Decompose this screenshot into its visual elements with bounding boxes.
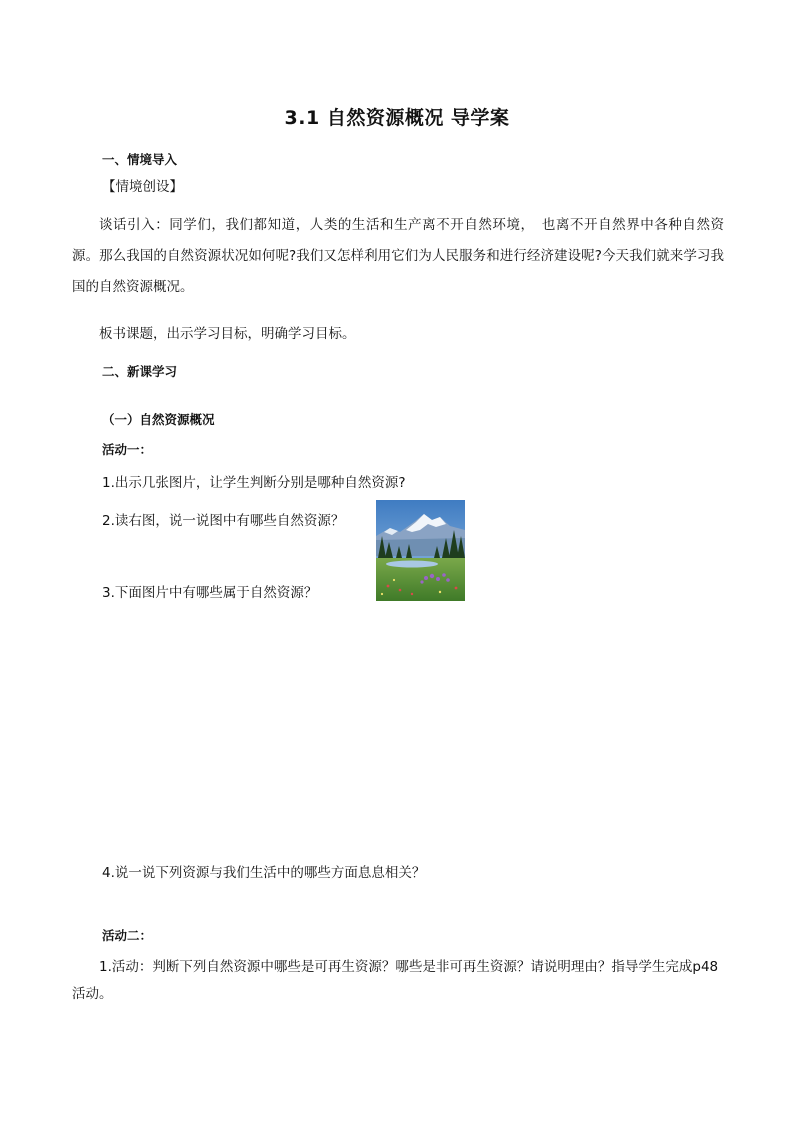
activity-two-paragraph: 1.活动：判断下列自然资源中哪些是可再生资源？哪些是非可再生资源？请说明理由？指导学生完成p48 活动。 [72, 959, 719, 1002]
page-title: 3.1 自然资源概况 导学案 [284, 107, 510, 129]
intro-paragraph: 谈话引入：同学们，我们都知道，人类的生活和生产离不开自然环境， 也离不开自然界中各种自然资源。那么我国的自然资源状况如何呢?我们又怎样利用它们为人民服务和进行经济建设呢?今天我们就来学习我国的自然资源概况。 [72, 217, 724, 295]
subsection-heading: （一）自然资源概况 [102, 412, 215, 427]
board-line: 板书课题，出示学习目标，明确学习目标。 [99, 326, 356, 342]
activity-one-item: 1.出示几张图片，让学生判断分别是哪种自然资源? [102, 475, 406, 491]
activity-one-item: 3.下面图片中有哪些属于自然资源？ [102, 585, 318, 601]
activity-two-label: 活动二： [102, 928, 153, 943]
activity-one-item: 2.读右图，说一说图中有哪些自然资源？ [102, 513, 345, 529]
activity-one-label: 活动一： [102, 442, 153, 457]
mountain-meadow-icon [376, 500, 465, 601]
activity-one-item: 4.说一说下列资源与我们生活中的哪些方面息息相关？ [102, 865, 426, 881]
section-heading-new-lesson: 二、新课学习 [102, 364, 178, 379]
section-heading-intro: 一、情境导入 [102, 152, 178, 167]
mountain-meadow-photo [376, 500, 465, 601]
scenario-label: 【情境创设】 [102, 179, 183, 195]
